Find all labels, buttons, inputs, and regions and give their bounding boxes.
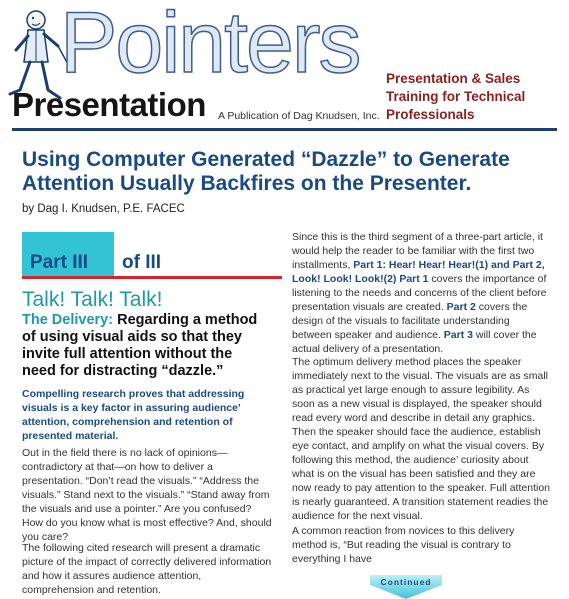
paragraph-text: will cover the actual delivery of a presentation. <box>292 329 537 355</box>
part-reference: Part 1: Hear! Hear! Hear!(1) and Part 2, Look! Look! Look!(2) Part 1 <box>292 259 545 285</box>
logo-presentation: Presentation <box>12 86 206 123</box>
paragraph-text: Since this is the third segment of a three-part article, it would help the reader to be familiar with the first two installments, <box>292 231 543 271</box>
continued-label: Continued <box>380 577 432 587</box>
delivery-text: Regarding a method of using visual aids so that they invite full attention without the need for distracting “dazzle.” <box>22 312 258 379</box>
paragraph: The optimum delivery method places the speaker immediately next to the visual. The visuals are as small as practical yet large enough to assure legibility. As soon as a new visual is displayed, the speaker should read every word and describe in detail any graphics. Then the speaker should face the audience, establish eye contact, and amplify on what the visual covers. By following this method, the audience’ curiosity about what is on the visual has been satisfied and they are now ready to pay attention to the speaker. Full attention is nearly guaranteed. A transition statement readies the audience for the next visual. <box>292 356 550 522</box>
research-callout: Compelling research proves that addressing visuals is a key factor in assuring audience’ attention, comprehension and retention of presented material. <box>22 388 245 442</box>
paragraph: A common reaction from novices to this delivery method is, “But reading the visual is contrary to everything I have <box>292 525 515 565</box>
delivery-summary <box>22 312 267 380</box>
paragraph-text: covers the design of the visuals to facilitate understanding between speaker and audience. <box>292 301 528 341</box>
tagline-line: Presentation & Sales <box>386 71 521 86</box>
headline-line: Attention Usually Backfires on the Presenter. <box>22 172 472 195</box>
paragraph <box>292 230 552 356</box>
byline: by Dag I. Knudsen, P.E. FACEC <box>22 203 185 215</box>
publisher-line: A Publication of Dag Knudsen, Inc. <box>218 110 380 122</box>
headline-line: Using Computer Generated “Dazzle” to Generate <box>22 148 510 171</box>
delivery-lead: The Delivery: <box>22 312 114 328</box>
part-reference: Part 2 <box>446 301 476 313</box>
part-reference: Part 3 <box>443 329 473 341</box>
paragraph: Out in the field there is no lack of opinions—contradictory at that—on how to deliver a presentation. “Don’t read the visuals.” “Address the visuals.” Stand next to the visuals.” “Stand away from the visuals and use a pointer.” Are you confused? How do you know what is most effective? And, should you care? <box>22 447 272 543</box>
tagline <box>386 70 566 124</box>
continued-button[interactable] <box>368 575 444 599</box>
masthead <box>0 0 569 132</box>
paragraph: The following cited research will present a dramatic picture of the impact of correctly delivered information and how it assures audience attention, comprehension and retention. <box>22 542 272 596</box>
masthead-divider <box>12 128 557 131</box>
article-headline <box>22 148 557 196</box>
part-divider <box>22 276 282 279</box>
part-of-label: of III <box>122 252 162 273</box>
paragraph-text: covers the importance of listening to the needs and concerns of the client before presentation visuals are created. <box>292 273 547 313</box>
tagline-line: Professionals <box>386 107 475 122</box>
part-label: Part III <box>30 252 89 273</box>
section-title: Talk! Talk! Talk! <box>22 288 163 311</box>
logo-pointers: Pointers <box>60 0 360 91</box>
part-heading <box>22 232 282 280</box>
tagline-line: Training for Technical <box>386 89 526 104</box>
